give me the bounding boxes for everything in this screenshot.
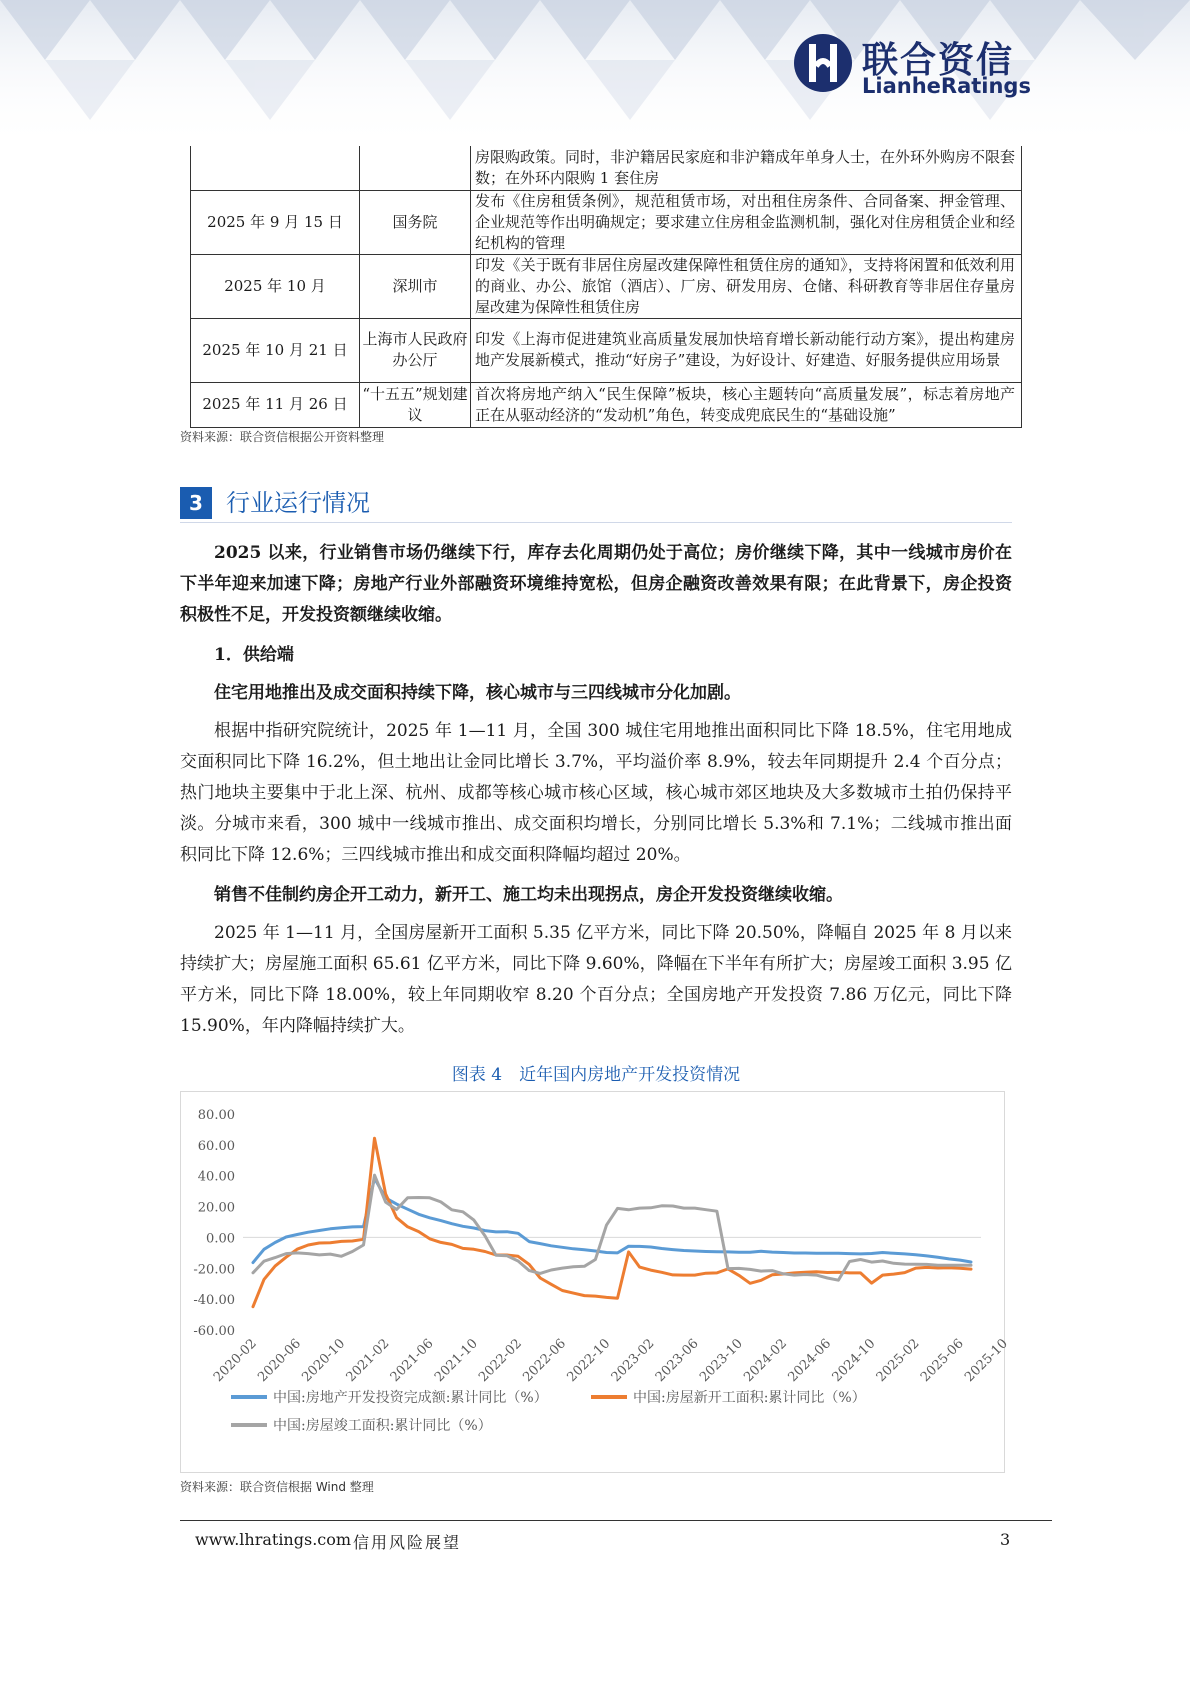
subheading-supply: 1．供给端 (214, 645, 294, 665)
table-source-note: 资料来源：联合资信根据公开资料整理 (180, 430, 385, 444)
table-cell-org: “十五五”规划建议 (360, 382, 471, 427)
x-tick-label: 2020-02 (211, 1336, 260, 1386)
y-tick-label: 0.00 (206, 1231, 235, 1247)
x-tick-label: 2021-06 (387, 1336, 437, 1386)
chart-container (180, 1091, 1011, 1473)
logo-english-name: LianheRatings (862, 74, 1031, 98)
y-tick-label: -60.00 (193, 1324, 235, 1339)
table-cell-date: 2025 年 10 月 21 日 (191, 318, 360, 382)
x-tick-label: 2021-10 (431, 1336, 481, 1386)
x-tick-label: 2023-06 (652, 1336, 702, 1386)
table-cell-content: 首次将房地产纳入“民生保障”板块，核心主题转向“高质量发展”，标志着房地产正在从驱动经济的“发动机”角色，转变成兜底民生的“基础设施” (471, 382, 1022, 427)
x-tick-label: 2024-10 (829, 1336, 879, 1386)
table-cell-date: 2025 年 9 月 15 日 (191, 190, 360, 254)
x-tick-label: 2020-10 (299, 1336, 349, 1386)
section-title: 行业运行情况 (226, 489, 370, 517)
policy-table (190, 146, 1022, 428)
table-cell-date (191, 146, 360, 190)
footer-slogan: 信用风险展望 (353, 1533, 462, 1552)
x-tick-label: 2020-06 (255, 1336, 305, 1386)
x-axis (211, 1237, 1011, 1385)
section-number-badge: 3 (180, 487, 212, 519)
y-tick-label: 20.00 (197, 1200, 235, 1216)
x-tick-label: 2025-10 (962, 1336, 1011, 1386)
chart-legend (231, 1389, 866, 1434)
section-divider (180, 522, 1012, 523)
y-tick-label: -20.00 (193, 1262, 235, 1278)
x-tick-label: 2025-02 (873, 1336, 923, 1386)
company-logo (792, 28, 1031, 98)
table-row (191, 254, 1022, 318)
x-tick-label: 2023-10 (697, 1336, 746, 1386)
lianhe-logo-icon (792, 32, 854, 94)
x-tick-label: 2022-10 (564, 1336, 614, 1386)
legend-label: 中国:房屋新开工面积:累计同比（%） (633, 1390, 866, 1406)
y-tick-label: 40.00 (197, 1169, 235, 1185)
summary-paragraph: 2025 以来，行业销售市场仍继续下行，库存去化周期仍处于高位；房价继续下降，其中一线城市房价在下半年迎来加速下降；房地产行业外部融资环境维持宽松，但房企融资改善效果有限；在此背景下，房企投资积极性不足，开发投资额继续收缩。 (180, 543, 1012, 625)
table-cell-date: 2025 年 10 月 (191, 254, 360, 318)
legend-label: 中国:房屋竣工面积:累计同比（%） (273, 1418, 492, 1434)
x-tick-label: 2022-02 (476, 1336, 525, 1386)
lead-sentence-land: 住宅用地推出及成交面积持续下降，核心城市与三四线城市分化加剧。 (214, 683, 741, 703)
footer-website: www.lhratings.com (195, 1530, 352, 1549)
paragraph-land-supply: 根据中指研究院统计，2025 年 1—11 月，全国 300 城住宅用地推出面积同比下降 18.5%，住宅用地成交面积同比下降 16.2%，但土地出让金同比增长 3.7%，平均溢价率 8.9%，较去年同期提升 2.4 个百分点；热门地块主要集中于北上深、杭州、成都等核心城市核心区域，核心城市郊区地块及大多数城市土拍仍保持平淡。分城市来看，300 城中一线城市推出、成交面积均增长，分别同比增长 5.3%和 7.1%；二线城市推出面积同比下降 12.6%；三四线城市推出和成交面积降幅均超过 20%。 (180, 721, 1012, 865)
table-row (191, 318, 1022, 382)
series-line-1 (253, 1178, 971, 1262)
table-cell-date: 2025 年 11 月 26 日 (191, 382, 360, 427)
y-axis (193, 1108, 235, 1339)
figure-title: 图表 4 近年国内房地产开发投资情况 (451, 1065, 741, 1085)
y-tick-label: 60.00 (197, 1138, 235, 1154)
table-cell-org: 国务院 (360, 190, 471, 254)
footer-divider (180, 1520, 1052, 1521)
y-tick-label: 80.00 (197, 1108, 235, 1123)
table-row (191, 382, 1022, 427)
investment-line-chart (181, 1092, 1011, 1472)
table-cell-content: 印发《上海市促进建筑业高质量发展加快培育增长新动能行动方案》，提出构建房地产发展新模式，推动“好房子”建设，为好设计、好建造、好服务提供应用场景 (471, 318, 1022, 382)
x-tick-label: 2021-02 (343, 1336, 393, 1386)
page-number: 3 (1000, 1530, 1011, 1549)
x-tick-label: 2024-06 (785, 1336, 835, 1386)
legend-label: 中国:房地产开发投资完成额:累计同比（%） (273, 1390, 548, 1406)
x-tick-label: 2023-02 (608, 1336, 658, 1386)
table-cell-content: 印发《关于既有非居住房屋改建保障性租赁住房的通知》，支持将闲置和低效利用的商业、办公、旅馆（酒店）、厂房、研发用房、仓储、科研教育等非居住存量房屋改建为保障性租赁住房 (471, 254, 1022, 318)
paragraph-investment: 2025 年 1—11 月，全国房屋新开工面积 5.35 亿平方米，同比下降 20.50%，降幅自 2025 年 8 月以来持续扩大；房屋施工面积 65.61 亿平方米，同比下降 9.60%，降幅在下半年有所扩大；房屋竣工面积 3.95 亿平方米，同比下降 18.00%，较上年同期收窄 8.20 个百分点；全国房地产开发投资 7.86 万亿元，同比下降 15.90%，年内降幅持续扩大。 (180, 923, 1012, 1036)
table-cell-content: 发布《住房租赁条例》，规范租赁市场，对出租住房条件、合同备案、押金管理、企业规范等作出明确规定；要求建立住房租金监测机制，强化对住房租赁企业和经纪机构的管理 (471, 190, 1022, 254)
table-row (191, 146, 1022, 190)
table-cell-org (360, 146, 471, 190)
table-cell-org: 上海市人民政府办公厅 (360, 318, 471, 382)
figure-source-note: 资料来源：联合资信根据 Wind 整理 (180, 1480, 374, 1494)
series-line-2 (253, 1138, 971, 1307)
table-cell-content: 房限购政策。同时，非沪籍居民家庭和非沪籍成年单身人士，在外环外购房不限套数；在外环内限购 1 套住房 (471, 146, 1022, 190)
logo-chinese-name: 联合资信 (862, 40, 1015, 81)
x-tick-label: 2025-06 (917, 1336, 967, 1386)
series-lines (253, 1138, 971, 1307)
x-tick-label: 2022-06 (520, 1336, 570, 1386)
lead-sentence-investment: 销售不佳制约房企开工动力，新开工、施工均未出现拐点，房企开发投资继续收缩。 (214, 885, 843, 905)
table-row (191, 190, 1022, 254)
table-cell-org: 深圳市 (360, 254, 471, 318)
x-tick-label: 2024-02 (741, 1336, 791, 1386)
y-tick-label: -40.00 (193, 1293, 235, 1309)
